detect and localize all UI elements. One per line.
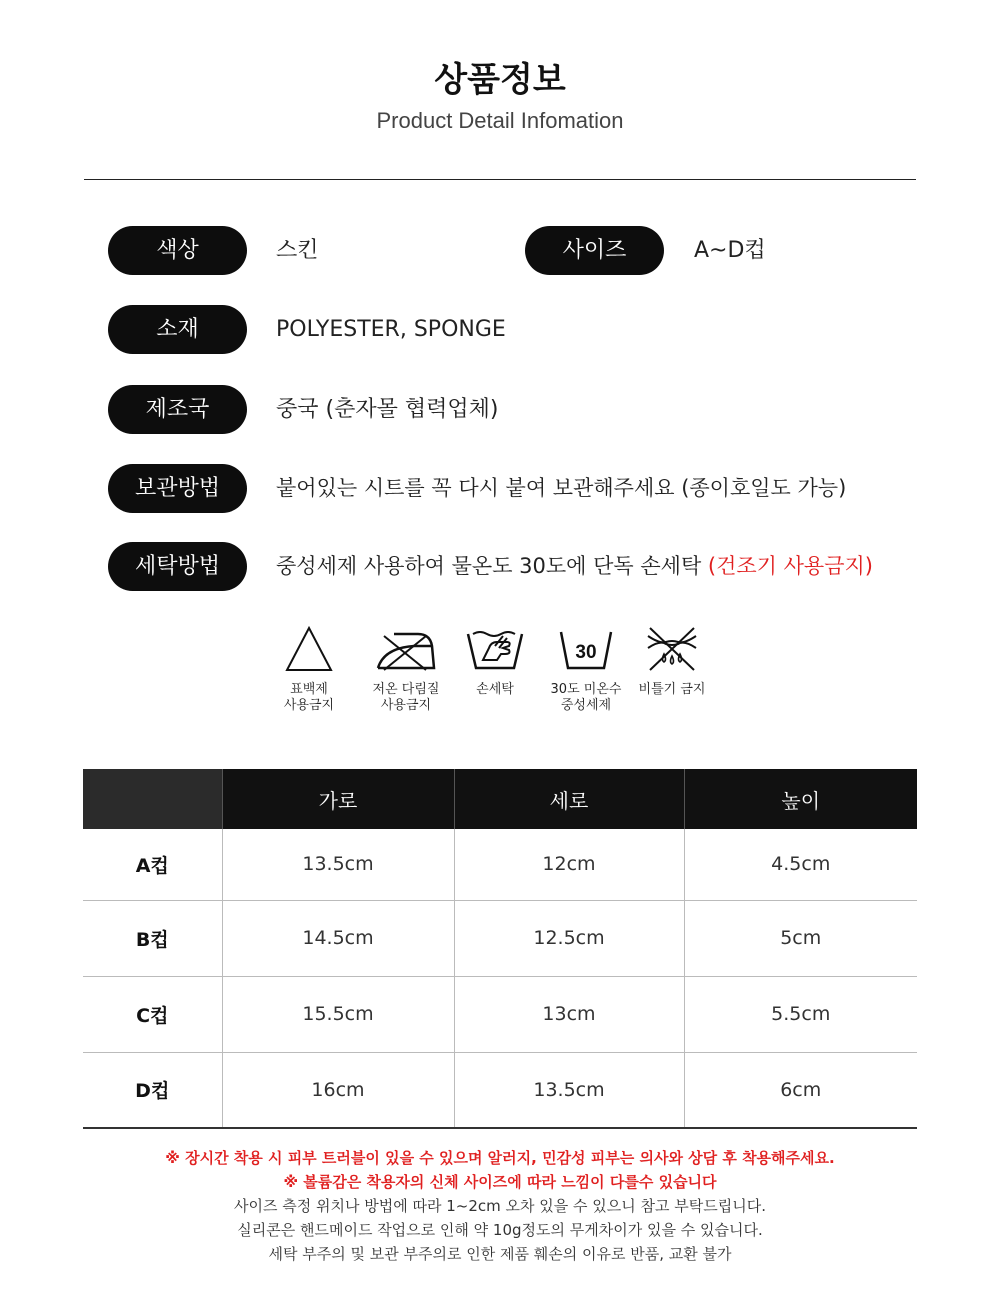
table-row: [83, 1052, 917, 1128]
row-label: A컵: [83, 829, 222, 900]
row-label: D컵: [83, 1052, 222, 1128]
wash-method-text: 중성세제 사용하여 물온도 30도에 단독 손세탁: [276, 554, 708, 578]
table-cell: 16cm: [222, 1052, 454, 1128]
table-cell: 5.5cm: [684, 976, 917, 1052]
row-label: C컵: [83, 976, 222, 1052]
care-label: 저온 다림질 사용금지: [372, 682, 440, 713]
return-policy-note: 세탁 부주의 및 보관 부주의로 인한 제품 훼손의 이유로 반품, 교환 불가: [268, 1245, 732, 1263]
dryer-warning: (건조기 사용금지): [707, 554, 873, 578]
table-cell: 15.5cm: [222, 976, 454, 1052]
care-label: 비틀기 금지: [638, 682, 706, 697]
page-subtitle: Product Detail Infomation: [376, 108, 624, 133]
table-cell: 12.5cm: [454, 900, 684, 976]
table-cell: 14.5cm: [222, 900, 454, 976]
divider: [84, 179, 916, 180]
origin-value: 중국 (춘자몰 협력업체): [276, 397, 499, 422]
table-cell: 4.5cm: [684, 829, 917, 900]
page-title: 상품정보: [434, 60, 566, 100]
care-item-bleach: [264, 622, 354, 714]
material-value: POLYESTER, SPONGE: [276, 317, 506, 342]
row-label: B컵: [83, 900, 222, 976]
care-label: 손세탁: [476, 682, 514, 697]
notice-section: [0, 1146, 1000, 1266]
iron-crossed-icon: [374, 622, 438, 674]
table-cell: 6cm: [684, 1052, 917, 1128]
wash-30-icon: [557, 622, 615, 674]
header-length: 세로: [454, 769, 684, 829]
care-item-handwash: [450, 622, 540, 698]
table-cell: 13.5cm: [222, 829, 454, 900]
table-cell: 12cm: [454, 829, 684, 900]
weight-note: 실리콘은 핸드메이드 작업으로 인해 약 10g정도의 무게차이가 있을 수 있습니다.: [237, 1221, 763, 1239]
care-label: 표백제 사용금지: [283, 682, 335, 713]
care-label: 30도 미온수 중성세제: [550, 682, 622, 713]
header-height: 높이: [684, 769, 917, 829]
table-row: [83, 976, 917, 1052]
size-value: A~D컵: [694, 238, 766, 263]
table-cell: 5cm: [684, 900, 917, 976]
material-label: 소재: [108, 305, 247, 354]
size-tolerance-note: 사이즈 측정 위치나 방법에 따라 1~2cm 오차 있을 수 있으니 참고 부탁드립니다.: [234, 1197, 766, 1215]
triangle-bleach-icon: [283, 622, 335, 674]
color-label: 색상: [108, 226, 247, 275]
care-item-wash30: [541, 622, 631, 714]
header-width: 가로: [222, 769, 454, 829]
wash-label: 세탁방법: [108, 542, 247, 591]
no-wring-icon: [642, 622, 702, 674]
table-cell: 13cm: [454, 976, 684, 1052]
storage-value: 붙어있는 시트를 꼭 다시 붙여 보관해주세요 (종이호일도 가능): [276, 476, 847, 500]
table-row: [83, 829, 917, 900]
size-table: [83, 769, 917, 1129]
origin-label: 제조국: [108, 385, 247, 434]
care-item-nowring: [627, 622, 717, 698]
volume-warning: ※ 볼륨감은 착용자의 신체 사이즈에 따라 느낌이 다를수 있습니다: [283, 1173, 717, 1191]
wash-value: [276, 542, 873, 591]
header-corner: [83, 769, 222, 829]
hand-wash-icon: [465, 622, 525, 674]
color-value: 스킨: [276, 238, 319, 263]
table-header-row: [83, 769, 917, 829]
storage-label: 보관방법: [108, 464, 247, 513]
table-row: [83, 900, 917, 976]
size-label: 사이즈: [525, 226, 664, 275]
table-cell: 13.5cm: [454, 1052, 684, 1128]
wash-temperature: 30: [575, 642, 597, 663]
allergy-warning: ※ 장시간 착용 시 피부 트러블이 있을 수 있으며 알러지, 민감성 피부는 의사와 상담 후 착용해주세요.: [165, 1149, 835, 1167]
care-item-iron: [361, 622, 451, 714]
